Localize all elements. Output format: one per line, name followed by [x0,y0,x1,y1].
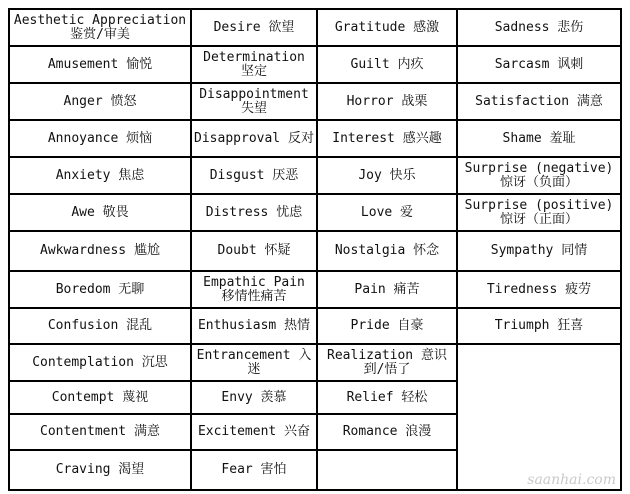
emotion-cell: Sadness 悲伤 [457,9,621,46]
emotion-cell [457,344,621,381]
emotion-cell: Envy 羡慕 [191,381,317,414]
table-row [9,194,621,231]
table-row [9,83,621,120]
emotion-cell: Disgust 厌恶 [191,157,317,194]
emotion-cell: Empathic Pain 移情性痛苦 [191,271,317,308]
emotion-cell: Surprise (negative) 惊讶（负面） [457,157,621,194]
emotion-cell [457,414,621,450]
emotion-cell: Pride 自豪 [317,308,457,344]
emotion-cell: Doubt 怀疑 [191,231,317,271]
table-row [9,414,621,450]
table-row [9,308,621,344]
emotion-cell: Contentment 满意 [9,414,191,450]
emotion-cell: Disapproval 反对 [191,120,317,157]
emotion-cell: Love 爱 [317,194,457,231]
emotion-cell: Romance 浪漫 [317,414,457,450]
emotion-cell: Triumph 狂喜 [457,308,621,344]
table-row [9,120,621,157]
emotion-cell: Realization 意识到/悟了 [317,344,457,381]
emotion-cell: Craving 渴望 [9,450,191,490]
emotion-cell: Interest 感兴趣 [317,120,457,157]
emotion-table-body [9,9,621,490]
emotion-cell: Relief 轻松 [317,381,457,414]
table-row [9,344,621,381]
emotion-cell: Pain 痛苦 [317,271,457,308]
emotion-cell: Disappointment 失望 [191,83,317,120]
emotion-cell: Annoyance 烦恼 [9,120,191,157]
emotion-cell: Amusement 愉悦 [9,46,191,83]
emotion-cell: Sarcasm 讽刺 [457,46,621,83]
table-row [9,271,621,308]
emotion-cell: Awkwardness 尴尬 [9,231,191,271]
table-row [9,9,621,46]
emotion-cell: Determination 坚定 [191,46,317,83]
emotion-cell: Guilt 内疚 [317,46,457,83]
table-row [9,231,621,271]
emotion-cell: Entrancement 入迷 [191,344,317,381]
emotion-cell: Enthusiasm 热情 [191,308,317,344]
table-row [9,46,621,83]
emotion-cell: Aesthetic Appreciation 鉴赏/审美 [9,9,191,46]
emotion-cell: Fear 害怕 [191,450,317,490]
emotion-cell: Distress 忧虑 [191,194,317,231]
watermark-logo: saanhai.com [527,472,616,488]
emotion-cell: Awe 敬畏 [9,194,191,231]
emotion-cell: Surprise (positive) 惊讶（正面） [457,194,621,231]
table-row [9,381,621,414]
emotion-cell: Boredom 无聊 [9,271,191,308]
emotion-cell: Nostalgia 怀念 [317,231,457,271]
table-row [9,157,621,194]
emotion-cell [317,450,457,490]
emotion-cell: Tiredness 疲劳 [457,271,621,308]
emotion-cell: Satisfaction 满意 [457,83,621,120]
emotion-cell: Horror 战栗 [317,83,457,120]
emotion-cell: Joy 快乐 [317,157,457,194]
emotion-table [8,8,622,491]
emotion-cell: Contemplation 沉思 [9,344,191,381]
emotion-cell: Shame 羞耻 [457,120,621,157]
emotion-cell: Desire 欲望 [191,9,317,46]
emotion-cell: Gratitude 感激 [317,9,457,46]
emotion-cell [457,381,621,414]
emotion-cell: Excitement 兴奋 [191,414,317,450]
emotion-cell: Sympathy 同情 [457,231,621,271]
emotion-cell: Anxiety 焦虑 [9,157,191,194]
emotion-cell: Confusion 混乱 [9,308,191,344]
emotion-cell: Contempt 蔑视 [9,381,191,414]
emotion-cell: Anger 愤怒 [9,83,191,120]
